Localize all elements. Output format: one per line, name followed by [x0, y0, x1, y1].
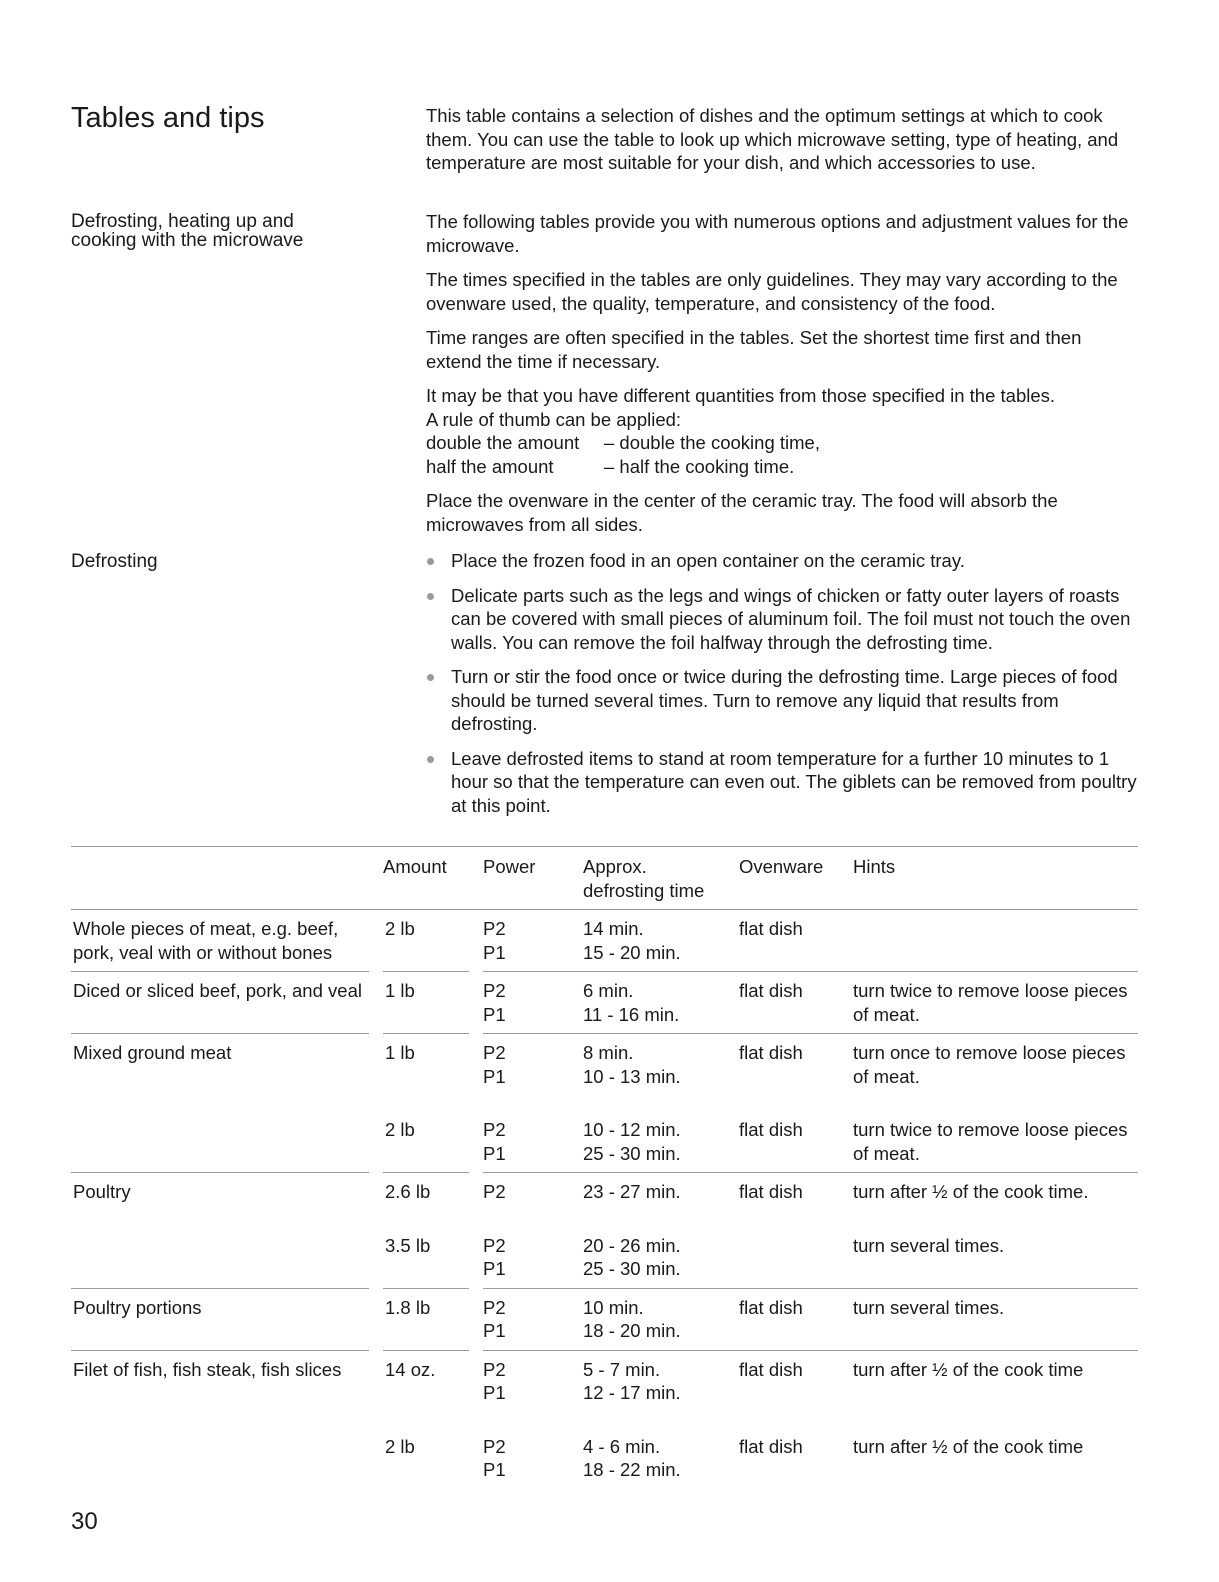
cell-time: 23 - 27 min. — [583, 1173, 739, 1212]
microwave-paragraph-5: Place the ovenware in the center of the ceramic tray. The food will absorb the microwaves from all sides. — [426, 490, 1058, 535]
header-food — [71, 847, 383, 910]
table-body — [71, 910, 1138, 1490]
table-row — [71, 972, 1138, 1034]
cell-ovenware: flat dish — [739, 1119, 803, 1140]
rule-row-double — [426, 431, 1138, 455]
cell-food: Mixed ground meat — [71, 1034, 383, 1096]
cell-power: P2 P1 — [483, 1234, 506, 1279]
table-row — [71, 1096, 1138, 1173]
defrosting-heading: Defrosting — [71, 551, 158, 572]
cell-food: Filet of fish, fish steak, fish slices — [71, 1351, 383, 1413]
cell-amount: 3.5 lb — [385, 1234, 431, 1256]
cell-power: P2 P1 — [483, 972, 583, 1034]
cell-amount: 2 lb — [385, 1435, 415, 1457]
defrosting-table — [71, 846, 1138, 1490]
bullet-item: Leave defrosted items to stand at room temperature for a further 10 minutes to 1 hour so that the temperature can even out. The giblets can be removed from poultry at this point. — [426, 747, 1138, 818]
cell-ovenware: flat dish — [739, 1173, 853, 1212]
cell-food — [71, 1212, 383, 1289]
cell-power: P2 P1 — [483, 1351, 583, 1413]
table-row — [71, 1212, 1138, 1289]
cell-time: 20 - 26 min. 25 - 30 min. — [583, 1234, 681, 1279]
rule-intro-line1: It may be that you have different quantities from those specified in the tables. — [426, 385, 1056, 406]
page-title: Tables and tips — [71, 102, 265, 134]
table-row — [71, 1034, 1138, 1096]
cell-power: P2 P1 — [483, 1289, 583, 1351]
cell-time: 4 - 6 min. 18 - 22 min. — [583, 1435, 681, 1480]
cell-hint: turn twice to remove loose pieces of meat. — [853, 1119, 1128, 1164]
rule-double-right: – double the cooking time, — [604, 432, 820, 453]
cell-ovenware — [739, 1212, 853, 1289]
cell-power: P2 P1 — [483, 1034, 583, 1096]
cell-food — [71, 1096, 383, 1173]
cell-amount: 1.8 lb — [383, 1289, 483, 1351]
cell-hint: turn twice to remove loose pieces of meat. — [853, 972, 1138, 1034]
bullet-dot-icon — [427, 558, 434, 565]
cell-ovenware: flat dish — [739, 1435, 803, 1457]
table-row — [71, 1351, 1138, 1413]
cell-hint: turn several times. — [853, 1289, 1138, 1351]
rule-intro-line2: A rule of thumb can be applied: — [426, 408, 682, 430]
microwave-section-heading — [71, 212, 371, 250]
defrosting-body — [426, 549, 1138, 828]
cell-time: 10 - 12 min. 25 - 30 min. — [583, 1119, 681, 1164]
cell-amount: 2 lb — [385, 1119, 415, 1140]
microwave-paragraph-1: The following tables provide you with numerous options and adjustment values for the microwave. — [426, 211, 1129, 256]
cell-hint: turn after ½ of the cook time. — [853, 1173, 1138, 1212]
cell-hint — [853, 910, 1138, 973]
cell-time: 14 min. 15 - 20 min. — [583, 918, 681, 963]
cell-food: Poultry — [71, 1173, 383, 1212]
bullet-dot-icon — [427, 756, 434, 763]
microwave-paragraph-2: The times specified in the tables are only guidelines. They may vary according to the ovenware used, the quality, temperature, and consistency of the food. — [426, 269, 1118, 314]
cell-ovenware: flat dish — [739, 918, 803, 939]
cell-hint: turn after ½ of the cook time — [853, 1435, 1084, 1457]
header-ovenware: Ovenware — [739, 856, 824, 877]
header-hints: Hints — [853, 856, 896, 877]
cell-power: P2 P1 — [483, 918, 506, 963]
cell-time: 8 min. 10 - 13 min. — [583, 1034, 739, 1096]
cell-hint: turn after ½ of the cook time — [853, 1351, 1138, 1413]
rule-double-left: double the amount — [426, 432, 580, 453]
microwave-heading-line2: cooking with the microwave — [71, 230, 304, 251]
cell-time: 5 - 7 min. 12 - 17 min. — [583, 1351, 739, 1413]
cell-time: 6 min. 11 - 16 min. — [583, 972, 739, 1034]
header-time: Approx. defrosting time — [583, 856, 705, 901]
bullet-dot-icon — [427, 674, 434, 681]
rule-half-right: – half the cooking time. — [604, 455, 795, 477]
header-amount: Amount — [383, 856, 447, 877]
table-row — [71, 1413, 1138, 1490]
microwave-paragraph-3: Time ranges are often specified in the tables. Set the shortest time first and then extend the time if necessary. — [426, 327, 1082, 372]
bullet-item: Place the frozen food in an open container on the ceramic tray. — [426, 549, 1138, 573]
defrosting-bullet-list — [426, 549, 1138, 817]
microwave-section-body — [426, 210, 1138, 547]
table-row — [71, 910, 1138, 973]
header-power: Power — [483, 856, 536, 877]
cell-power: P2 P1 — [483, 1119, 506, 1164]
table-row — [71, 1289, 1138, 1351]
bullet-item: Turn or stir the food once or twice during the defrosting time. Large pieces of food should be turned several times. Turn to remove any liquid that results from defrosting. — [426, 665, 1138, 736]
cell-amount: 1 lb — [383, 1034, 483, 1096]
cell-time: 10 min. 18 - 20 min. — [583, 1289, 739, 1351]
cell-food: Whole pieces of meat, e.g. beef, pork, veal with or without bones — [73, 918, 339, 963]
cell-hint: turn several times. — [853, 1234, 1005, 1256]
rule-row-half — [426, 455, 1138, 479]
rule-half-left: half the amount — [426, 455, 554, 477]
table-row — [71, 1173, 1138, 1212]
cell-ovenware: flat dish — [739, 1289, 853, 1351]
intro-paragraph: This table contains a selection of dishes and the optimum settings at which to cook them. You can use the table to look up which microwave setting, type of heating, and temperature are most suitable for your dish, and which accessories to use. — [426, 105, 1119, 173]
cell-food — [71, 1413, 383, 1490]
cell-power: P2 — [483, 1173, 583, 1212]
table-header-row — [71, 847, 1138, 910]
cell-amount: 14 oz. — [383, 1351, 483, 1413]
cell-ovenware: flat dish — [739, 1351, 853, 1413]
cell-amount: 2.6 lb — [383, 1173, 483, 1212]
cell-amount: 2 lb — [385, 918, 415, 939]
cell-ovenware: flat dish — [739, 1034, 853, 1096]
cell-amount: 1 lb — [383, 972, 483, 1034]
bullet-item: Delicate parts such as the legs and wings of chicken or fatty outer layers of roasts can be covered with small pieces of aluminum foil. The foil must not touch the oven walls. You can remove the foil halfway through the defrosting time. — [426, 584, 1138, 655]
cell-hint: turn once to remove loose pieces of meat. — [853, 1034, 1138, 1096]
intro-block — [426, 104, 1138, 186]
page-number: 30 — [71, 1508, 98, 1535]
page-title-block — [71, 101, 371, 135]
cell-power: P2 P1 — [483, 1435, 506, 1480]
microwave-heading-line1: Defrosting, heating up and — [71, 211, 294, 232]
rule-of-thumb-block — [426, 384, 1138, 478]
cell-ovenware: flat dish — [739, 972, 853, 1034]
bullet-dot-icon — [427, 593, 434, 600]
cell-food: Diced or sliced beef, pork, and veal — [71, 972, 383, 1034]
cell-food: Poultry portions — [71, 1289, 383, 1351]
